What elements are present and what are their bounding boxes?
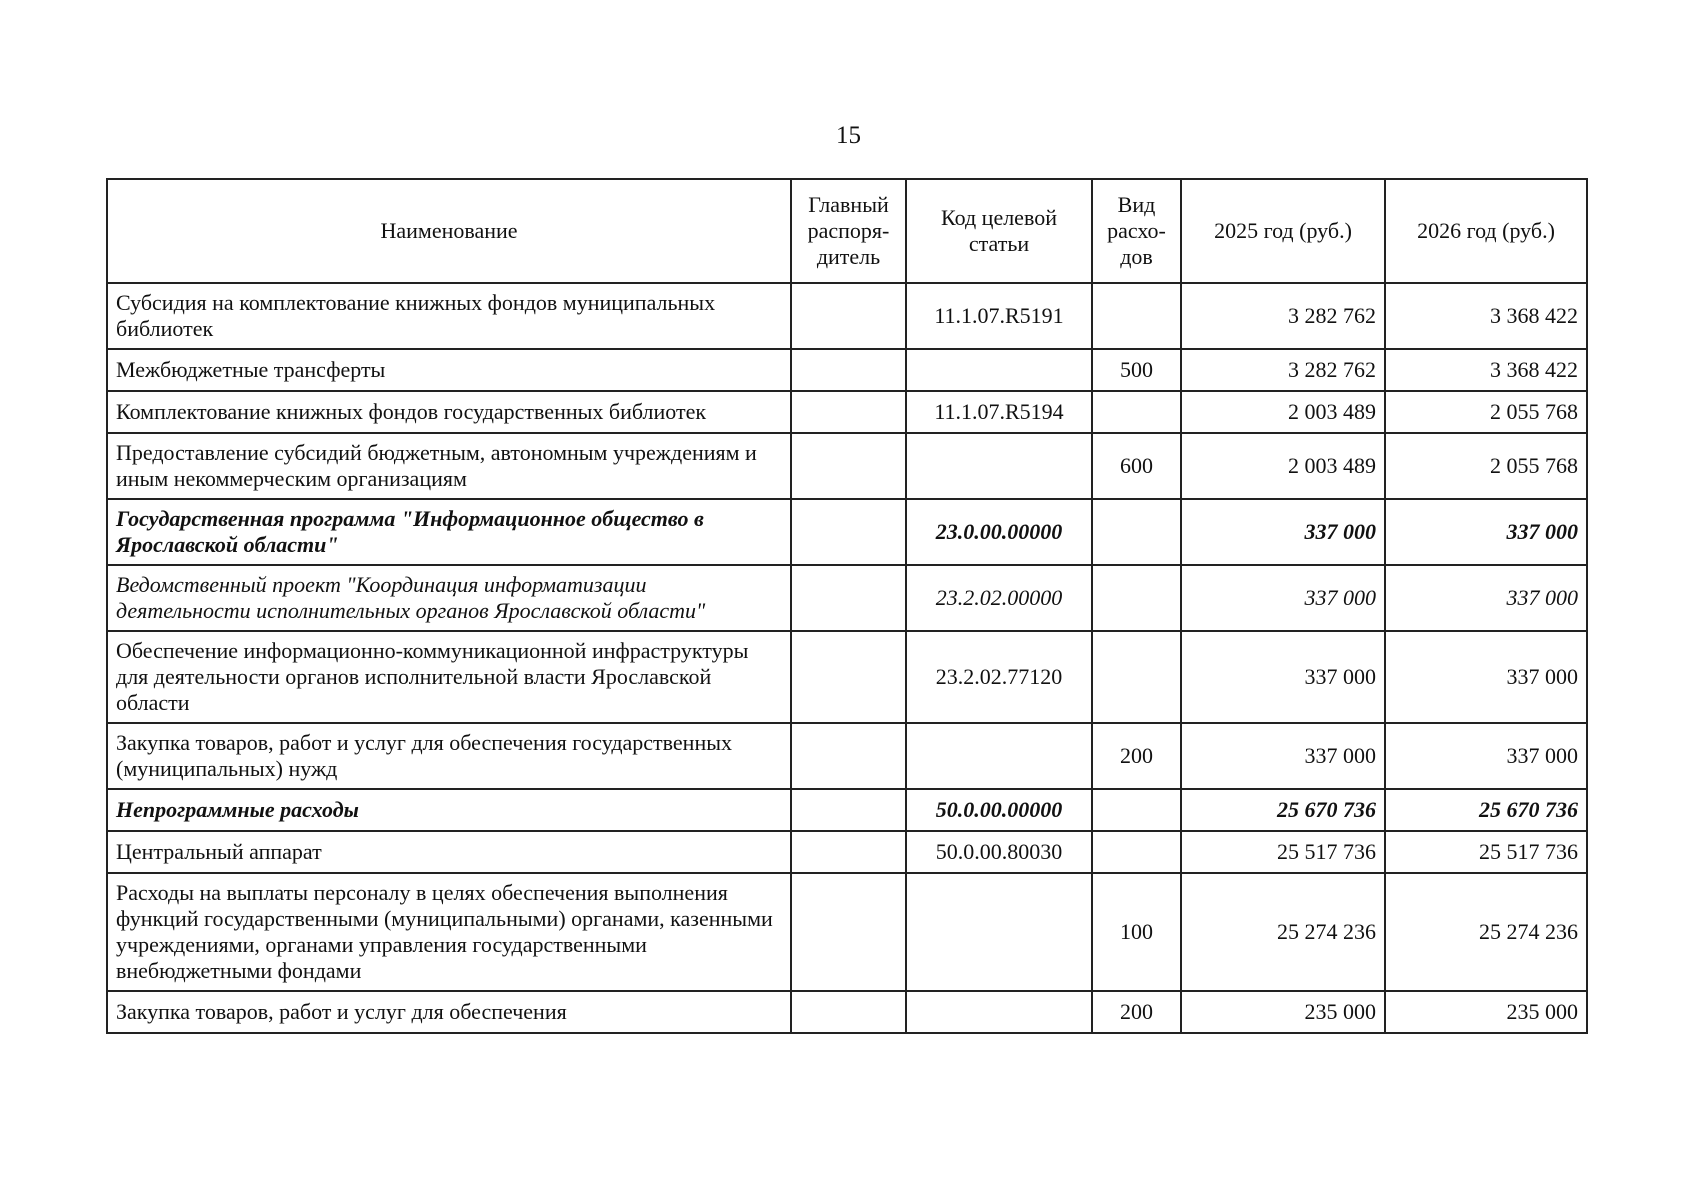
table-row — [107, 565, 1587, 631]
cell-manager — [791, 991, 906, 1033]
cell-code: 11.1.07.R5191 — [906, 283, 1092, 349]
cell-2026: 25 670 736 — [1385, 789, 1587, 831]
cell-2026: 2 055 768 — [1385, 391, 1587, 433]
cell-2026: 337 000 — [1385, 723, 1587, 789]
cell-expense-type — [1092, 631, 1181, 723]
cell-code — [906, 433, 1092, 499]
cell-2025: 235 000 — [1181, 991, 1385, 1033]
cell-name: Комплектование книжных фондов государственных библиотек — [107, 391, 791, 433]
cell-manager — [791, 873, 906, 991]
cell-code: 50.0.00.80030 — [906, 831, 1092, 873]
cell-2026: 337 000 — [1385, 565, 1587, 631]
table-row — [107, 631, 1587, 723]
cell-expense-type — [1092, 831, 1181, 873]
table-row — [107, 433, 1587, 499]
cell-expense-type: 100 — [1092, 873, 1181, 991]
cell-2025: 337 000 — [1181, 565, 1385, 631]
cell-name: Субсидия на комплектование книжных фондов муниципальных библиотек — [107, 283, 791, 349]
cell-name: Закупка товаров, работ и услуг для обеспечения — [107, 991, 791, 1033]
header-manager: Главный распоря-дитель — [791, 179, 906, 283]
cell-name: Государственная программа "Информационное общество в Ярославской области" — [107, 499, 791, 565]
cell-name: Центральный аппарат — [107, 831, 791, 873]
cell-2025: 337 000 — [1181, 499, 1385, 565]
cell-2025: 3 282 762 — [1181, 349, 1385, 391]
table-row — [107, 391, 1587, 433]
table-row — [107, 499, 1587, 565]
cell-manager — [791, 349, 906, 391]
cell-2026: 3 368 422 — [1385, 349, 1587, 391]
budget-table — [106, 178, 1588, 1034]
cell-name: Ведомственный проект "Координация информатизации деятельности исполнительных органов Ярославской области" — [107, 565, 791, 631]
header-2025: 2025 год (руб.) — [1181, 179, 1385, 283]
cell-expense-type — [1092, 789, 1181, 831]
table-row — [107, 349, 1587, 391]
cell-code: 23.2.02.00000 — [906, 565, 1092, 631]
cell-manager — [791, 433, 906, 499]
cell-2026: 337 000 — [1385, 631, 1587, 723]
cell-manager — [791, 831, 906, 873]
cell-2026: 25 274 236 — [1385, 873, 1587, 991]
cell-2025: 337 000 — [1181, 631, 1385, 723]
cell-expense-type — [1092, 391, 1181, 433]
cell-name: Обеспечение информационно-коммуникационной инфраструктуры для деятельности органов исполнительной власти Ярославской области — [107, 631, 791, 723]
cell-manager — [791, 789, 906, 831]
header-name: Наименование — [107, 179, 791, 283]
cell-expense-type — [1092, 499, 1181, 565]
cell-2026: 337 000 — [1385, 499, 1587, 565]
cell-expense-type — [1092, 565, 1181, 631]
cell-2025: 337 000 — [1181, 723, 1385, 789]
table-body — [107, 283, 1587, 1033]
cell-expense-type: 200 — [1092, 723, 1181, 789]
cell-code — [906, 873, 1092, 991]
cell-2026: 235 000 — [1385, 991, 1587, 1033]
cell-code: 23.2.02.77120 — [906, 631, 1092, 723]
table-row — [107, 789, 1587, 831]
header-code: Код целевой статьи — [906, 179, 1092, 283]
cell-name: Закупка товаров, работ и услуг для обеспечения государственных (муниципальных) нужд — [107, 723, 791, 789]
header-2026: 2026 год (руб.) — [1385, 179, 1587, 283]
cell-manager — [791, 499, 906, 565]
cell-2025: 25 517 736 — [1181, 831, 1385, 873]
cell-manager — [791, 631, 906, 723]
page-number: 15 — [836, 122, 861, 149]
cell-2026: 2 055 768 — [1385, 433, 1587, 499]
header-expense-type: Вид расхо-дов — [1092, 179, 1181, 283]
cell-2025: 2 003 489 — [1181, 391, 1385, 433]
cell-code — [906, 991, 1092, 1033]
table-row — [107, 873, 1587, 991]
cell-name: Непрограммные расходы — [107, 789, 791, 831]
cell-code — [906, 723, 1092, 789]
cell-2025: 25 274 236 — [1181, 873, 1385, 991]
table-row — [107, 283, 1587, 349]
table-row — [107, 991, 1587, 1033]
cell-manager — [791, 391, 906, 433]
cell-2025: 2 003 489 — [1181, 433, 1385, 499]
cell-2025: 25 670 736 — [1181, 789, 1385, 831]
cell-manager — [791, 723, 906, 789]
table-header-row — [107, 179, 1587, 283]
cell-code — [906, 349, 1092, 391]
cell-code: 11.1.07.R5194 — [906, 391, 1092, 433]
cell-name: Расходы на выплаты персоналу в целях обеспечения выполнения функций государственными (муниципальными) органами, казенными учреждениями, органами управления государственными внебюджетными фондами — [107, 873, 791, 991]
cell-manager — [791, 565, 906, 631]
table-row — [107, 723, 1587, 789]
cell-name: Межбюджетные трансферты — [107, 349, 791, 391]
cell-manager — [791, 283, 906, 349]
cell-expense-type: 600 — [1092, 433, 1181, 499]
cell-2026: 25 517 736 — [1385, 831, 1587, 873]
cell-code: 50.0.00.00000 — [906, 789, 1092, 831]
table-row — [107, 831, 1587, 873]
cell-expense-type — [1092, 283, 1181, 349]
cell-2026: 3 368 422 — [1385, 283, 1587, 349]
cell-expense-type: 200 — [1092, 991, 1181, 1033]
cell-2025: 3 282 762 — [1181, 283, 1385, 349]
cell-name: Предоставление субсидий бюджетным, автономным учреждениям и иным некоммерческим организациям — [107, 433, 791, 499]
cell-code: 23.0.00.00000 — [906, 499, 1092, 565]
cell-expense-type: 500 — [1092, 349, 1181, 391]
